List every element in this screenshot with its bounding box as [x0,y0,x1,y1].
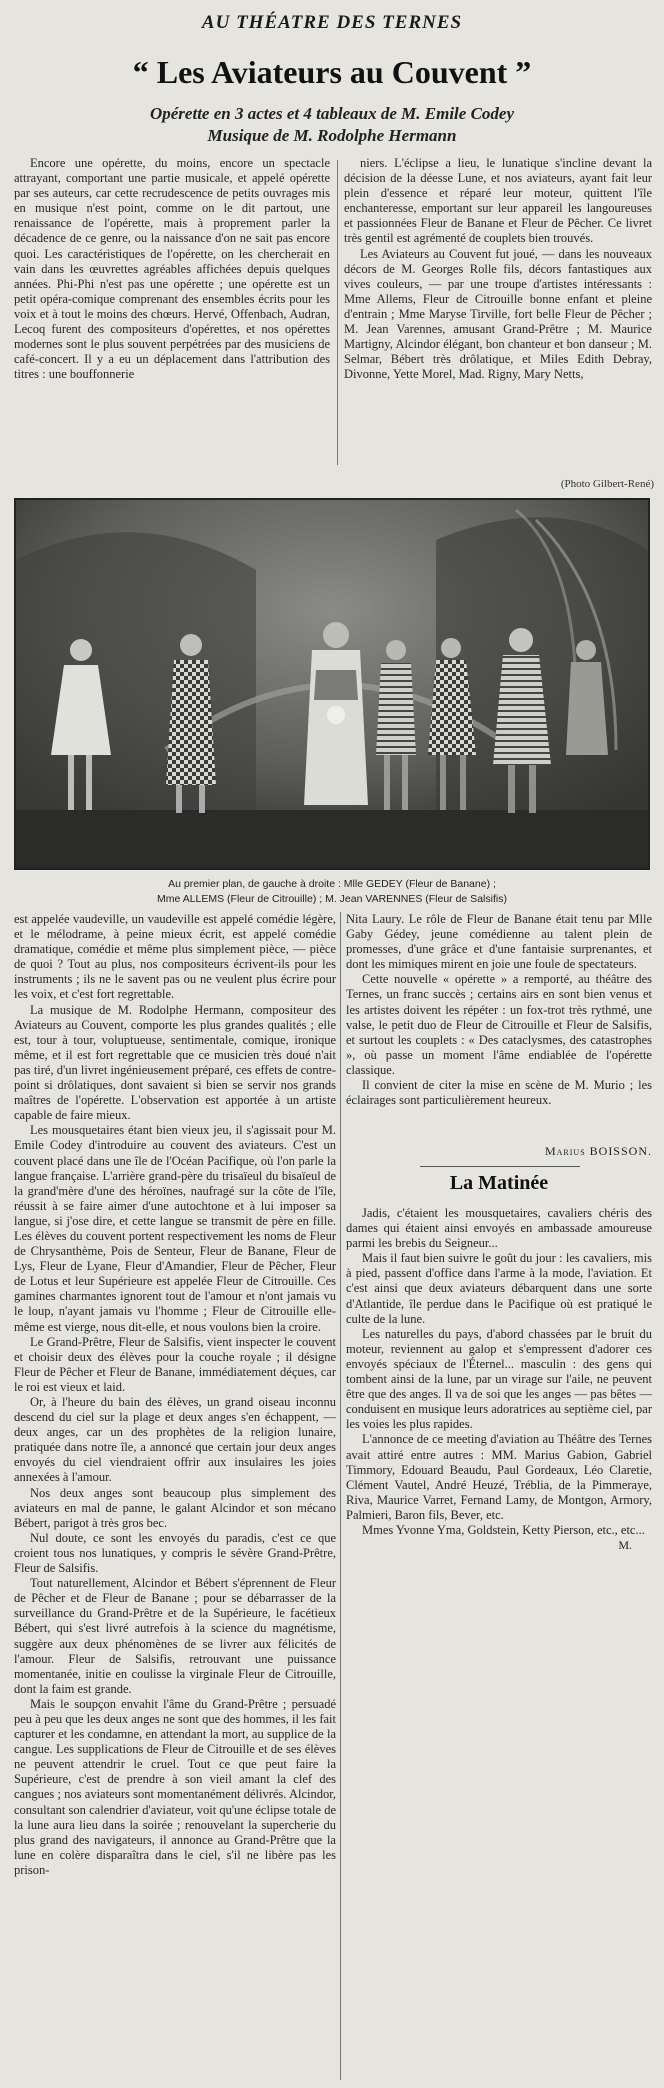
paragraph: Encore une opérette, du moins, encore un spectacle attrayant, comportant une partie musicale, et appelé opérette par ses auteurs, car cette recrudescence de petits ouvrages mis en musique n'est point, comme on le dit partout, une renaissance de l'opérette, mais à proprement parler la décadence de ce genre, ou la naissance d'on ne sait pas encore quoi. Les caractéristiques de l'opérette, on les chercherait en vain dans les œuvrettes agréables affichées depuis quelques années. Phi-Phi n'est pas une opérette ; une opérette est un petit opéra-comique comprenant des ensembles écrits pour les voix et à tout le moins des chœurs. Hervé, Offenbach, Audran, Lecoq furent des compositeurs d'opérettes, et nos opérettes modernes sont le plus souvent perpétrées par des musiciens de café-concert. Il y a eu un déplacement dans l'attribution des titres : une bouffonnerie [14,156,330,382]
section-title: La Matinée [449,1172,549,1194]
rubric-header: AU THÉATRE DES TERNES [201,12,463,33]
stage-photograph [14,498,650,870]
paragraph: L'annonce de ce meeting d'aviation au Théâtre des Ternes avait attiré entre autres : MM. Marius Gabion, Gabriel Timmory, Edouard Beaudu, Paul Gordeaux, Léo Claretie, Clément Vautel, André Heuzé, Tréblia, de la Pimmeraye, Riva, Maurice Varret, Fernand Lamy, de Montgon, Armory, Palmieri, Baron fils, Bever, etc. [346,1432,652,1522]
paragraph: Mais le soupçon envahit l'âme du Grand-Prêtre ; persuadé peu à peu que les deux anges ne sont que des hommes, il les fait capturer et les condamne, en attendant la mort, au supplice de la cangue. Les supplications de Fleur de Citrouille et de ses élèves ne peuvent attendrir le cruel. Tout ce que peut faire la Supérieure, c'est de prendre à son vieil amant la clef des cangues ; nos aviateurs sont momentanément délivrés. Alcindor, consultant son calendrier d'aviateur, voit qu'une éclipse totale de la lune aura lieu dans la soirée ; renouvelant la supercherie du plus grand des navigateurs, il annonce au Grand-Prêtre que la lune en colère disparaîtra dans le ciel, s'il ne libère pas les prison- [14,1696,336,1877]
paragraph: Nos deux anges sont beaucoup plus simplement des aviateurs en mal de panne, le galant Alcindor et son mécano Bébert, parigot à très gros bec. [14,1485,336,1530]
paragraph: Or, à l'heure du bain des élèves, un grand oiseau inconnu descend du ciel sur la plage et deux anges s'en échappent, — deux anges, car un des prophètes de la religion lunaire, pratiquée dans notre île, a annoncé que certain jour deux anges envoyés du ciel viendraient offrir aux insulaires les joies annexées à l'amour. [14,1395,336,1485]
paragraph: Les mousquetaires étant bien vieux jeu, il s'agissait pour M. Emile Codey d'introduire au couvent des aviateurs. C'est un couvent placé dans une île de l'Océan Pacifique, où l'on parle la langue française. L'arrière grand-père du trisaïeul du bisaïeul de la grand'mère d'une des héroïnes, naufragé sur la côte de l'île, réussit à se faire aimer d'une autochtone et à lui imposer sa langue, si j'ose dire, et cette langue se transmit de père en fille. Les élèves du couvent portent respectivement les noms de Fleur de Chrysanthème, Pois de Senteur, Fleur de Banane, Fleur de Lys, Fleur de Lyane, Fleur d'Amandier, Fleur de Pêcher, Fleur de Lotus et leur Supérieure est appelée Fleur de Citrouille. Ces gamines charmantes ignorent tout de l'amour et n'ont jamais vu le loup, n'ayant jamais vu l'homme ; Fleur de Citrouille elle-même est vierge, nous dit-elle, et nous voulons bien la croire. [14,1123,336,1334]
intro-column-right [344,156,652,468]
body-column-left [14,912,336,2080]
photo-caption-line-2: Mme ALLEMS (Fleur de Citrouille) ; M. Jean VARENNES (Fleur de Salsifis) [157,893,507,905]
paragraph: Cette nouvelle « opérette » a remporté, au théâtre des Ternes, un franc succès ; certains airs en sont bien venus et les artistes doivent les répéter : un fox-trot très rythmé, une valse, le petit duo de Fleur de Citrouille et Fleur de Salsifis, et surtout les couplets : « Des cataclysmes, des catastrophes », où passe un moment l'âme endiablée de l'opérette classique. [346,972,652,1077]
paragraph: La musique de M. Rodolphe Hermann, compositeur des Aviateurs au Couvent, comporte les plus grandes qualités ; elle est, tour à tour, voluptueuse, sentimentale, comique, ironique même, et il est fort regrettable que ce musicien très doué n'ait pas tiré, d'un livret ingénieusement préparé, ces effets de contre-point si drôlatiques, dont savaient si bien se servir nos grands maîtres de l'opérette. L'observation est apportée à un artiste capable de faire mieux. [14,1002,336,1123]
column-divider [340,912,341,2080]
stage-photo-illustration [16,500,648,868]
author-signature: Marius BOISSON. [544,1144,652,1158]
paragraph: est appelée vaudeville, un vaudeville est appelé comédie légère, et le mélodrame, à peine mieux écrit, est appelé comédie dramatique, comédie et même plus simplement pièce, — pièce de quoi ? Tout au plus, nos compositeurs écrivent-ils pour les instruments ; ils ne le savent pas ou ne veulent plus écrire pour les voix, et c'est fort regrettable. [14,912,336,1002]
paragraph: Nul doute, ce sont les envoyés du paradis, c'est ce que croient tous nos lunatiques, y compris le sévère Grand-Prêtre, Fleur de Salsifis. [14,1530,336,1576]
section-rule [420,1166,580,1167]
photo-credit: (Photo Gilbert-René) [560,478,654,490]
paragraph: Mmes Yvonne Yma, Goldstein, Ketty Pierson, etc., etc... [362,1522,645,1536]
paragraph: Mais il faut bien suivre le goût du jour : les cavaliers, mis à pied, passent d'office dans l'arme à la mode, l'aviation. Et c'est ainsi que deux aviateurs débarquent dans une sorte d'Atlantide, île perdue dans le Pacifique où est pratiqué le culte de la lune. [346,1251,652,1326]
article-subtitle: Opérette en 3 actes et 4 tableaux de M. Emile Codey [149,104,514,123]
photo-caption-line-1: Au premier plan, de gauche à droite : Mlle GEDEY (Fleur de Banane) ; [168,878,496,890]
paragraph: Le Grand-Prêtre, Fleur de Salsifis, vient inspecter le couvent et choisir deux des élèves pour la couche royale ; il désigne Fleur de Pêcher et Fleur de Banane, immédiatement déçues, car le roi est vieux et laid. [14,1334,336,1394]
paragraph: Les naturelles du pays, d'abord chassées par le bruit du moteur, reviennent au galop et s'empressent d'adorer ces envoyés spéciaux de l'Éternel... masculin : des gens qui tombent ainsi de la lune, par un virage sur l'aile, ne peuvent être que des anges. Il va de soi que les anges — pas bêtes — conduisent en musique leurs adoratrices au septième ciel, par les voies les plus rapides. [346,1326,652,1432]
paragraph: Jadis, c'étaient les mousquetaires, cavaliers chéris des dames qui étaient ainsi envoyés en ambassade amoureuse parmi les brebis du Seigneur... [346,1206,652,1251]
article-subtitle-music: Musique de M. Rodolphe Hermann [207,126,457,145]
paragraph: Il convient de citer la mise en scène de M. Murio ; les éclairages sont particulièrement heureux. [346,1078,652,1108]
intro-column-left [14,156,330,468]
paragraph: Les Aviateurs au Couvent fut joué, — dans les nouveaux décors de M. Georges Rolle fils, décors fantastiques aux vives couleurs, — par une troupe d'artistes intéressants : Mme Allems, Fleur de Citrouille bonne enfant et pleine d'entrain ; Mme Maryse Tirville, fort belle Fleur de Pêcher ; M. Jean Varennes, amusant Grand-Prêtre ; M. Maurice Martigny, Alcindor élégant, bon chanteur et bon danseur ; M. Selmar, Bébert très drôlatique, et Miles Edith Debray, Divonne, Yette Morel, Mad. Rigny, Mary Netts, [344,246,652,382]
matinee-column [346,1206,652,1536]
body-column-right [346,912,652,1144]
article-title: “ Les Aviateurs au Couvent ” [132,54,532,90]
column-divider [337,160,338,465]
paragraph: niers. L'éclipse a lieu, le lunatique s'incline devant la décision de la déesse Lune, et nos aviateurs, ayant fait leur plein d'essence et réparé leur moteur, quittent l'île enchanteresse, emportant sur leur appareil les langoureuses et passionnées Fleur de Banane et Fleur de Pêcher. Ce livret très gentil est agrémenté de couplets bien trouvés. [344,156,652,246]
end-mark: M. [618,1538,632,1552]
paragraph: Tout naturellement, Alcindor et Bébert s'éprennent de Fleur de Pêcher et de Fleur de Banane ; pour se débarrasser de la surveillance du Grand-Prêtre et de la Supérieure, le facétieux Bébert, qui s'est livré autrefois à la science du magnétisme, suggère aux deux phénomènes de se livrer aux félicités de l'amour. Fleur de Salsifis, retrouvant une puissance momentanée, initie en coulisse la virginale Fleur de Citrouille, dont la faim est grande. [14,1576,336,1696]
paragraph: Nita Laury. Le rôle de Fleur de Banane était tenu par Mlle Gaby Gédey, jeune comédienne au talent plein de promesses, d'une grâce et d'une fantaisie surprenantes, et dont les mimiques mirent en joie une foule de spectateurs. [346,912,652,972]
